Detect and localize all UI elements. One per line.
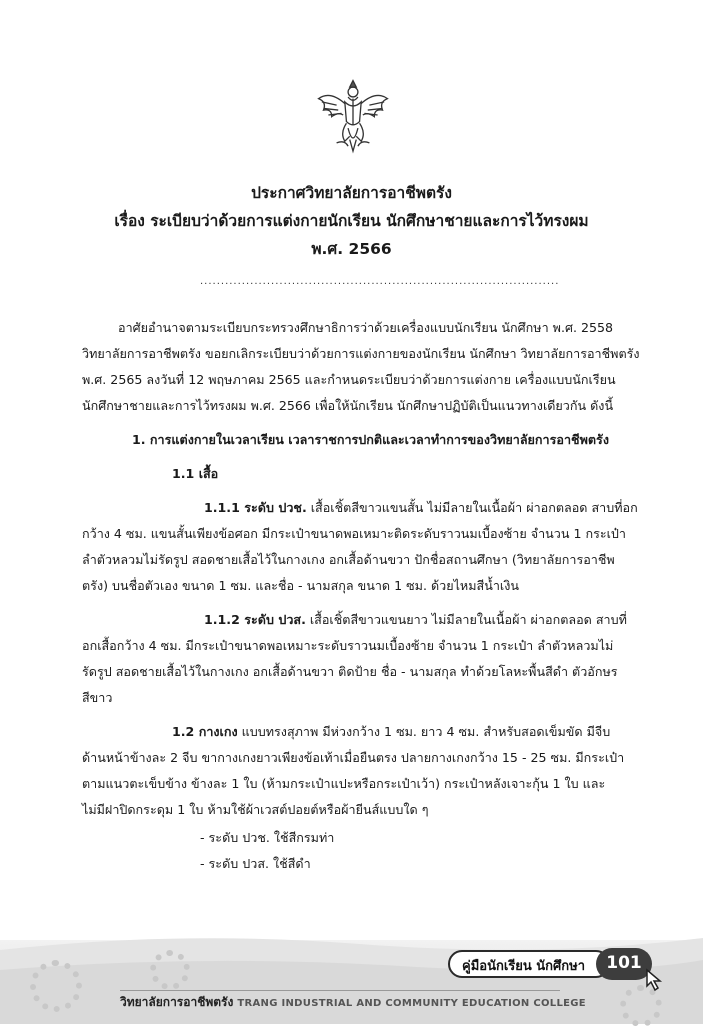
item-1-2-text: แบบทรงสุภาพ มีห่วงกว้าง 1 ซม. ยาว 4 ซม. สำหรับสอดเข็มขัด มีจีบ	[237, 724, 611, 739]
gear-icon	[150, 950, 190, 990]
intro-line: พ.ศ. 2565 ลงวันที่ 12 พฤษภาคม 2565 และกำหนดระเบียบว่าด้วยการแต่งกาย เครื่องแบบนักเรียน	[82, 372, 616, 387]
item-1-1-1-text: เสื้อเชิ้ตสีขาวแขนสั้น ไม่มีลายในเนื้อผ้า ผ่าอกตลอด สาบที่อก	[306, 500, 638, 515]
item-1-1-1-line: ลำตัวหลวมไม่รัดรูป สอดชายเสื้อไว้ในกางเกง อกเสื้อด้านขวา ปักชื่อสถานศึกษา (วิทยาลัยการอาชีพ	[82, 552, 615, 567]
section-1-heading: 1. การแต่งกายในเวลาเรียน เวลาราชการปกติและเวลาทำการของวิทยาลัยการอาชีพตรัง	[132, 432, 609, 447]
item-1-1-2-line: รัดรูป สอดชายเสื้อไว้ในกางเกง อกเสื้อด้านขวา ติดป้าย ชื่อ - นามสกุล ทำด้วยโลหะพื้นสีดำ ตัวอักษร	[82, 664, 618, 679]
announcement-year: พ.ศ. 2566	[311, 240, 392, 258]
item-1-1-1-line: กว้าง 4 ซม. แขนสั้นเพียงข้อศอก มีกระเป๋าขนาดพอเหมาะติดระดับราวนมเบื้องซ้าย จำนวน 1 กระเป๋า	[82, 526, 626, 541]
announcement-subject: เรื่อง ระเบียบว่าด้วยการแต่งกายนักเรียน นักศึกษาชายและการไว้ทรงผม	[114, 212, 589, 230]
item-1-1-2-line	[204, 612, 627, 628]
gear-icon	[30, 960, 82, 1012]
page-number: 101	[606, 953, 642, 973]
garuda-emblem-icon	[312, 74, 394, 156]
item-1-2-line: ตามแนวตะเข็บข้าง ข้างละ 1 ใบ (ห้ามกระเป๋าแปะหรือกระเป๋าเว้า) กระเป๋าหลังเจาะกุ้น 1 ใบ และ	[82, 776, 606, 791]
dotted-divider: ......................................................................................	[200, 276, 560, 287]
item-1-1-2-line: สีขาว	[82, 690, 113, 705]
college-name	[120, 993, 586, 1012]
cursor-arrow-icon	[645, 968, 665, 992]
item-1-1-1-line: ตรัง) บนชื่อตัวเอง ขนาด 1 ซม. และชื่อ - นามสกุล ขนาด 1 ซม. ด้วยไหมสีน้ำเงิน	[82, 578, 519, 593]
item-1-1-2-line: อกเสื้อกว้าง 4 ซม. มีกระเป๋าขนาดพอเหมาะระดับราวนมเบื้องซ้าย จำนวน 1 กระเป๋า ลำตัวหลวมไม่	[82, 638, 614, 653]
item-1-1-1-line	[204, 500, 638, 516]
item-1-2-line	[172, 724, 610, 740]
item-1-2-line: ไม่มีฝาปิดกระดุม 1 ใบ ห้ามใช้ผ้าเวสต์ปอยต์หรือผ้ายีนส์แบบใด ๆ	[82, 802, 429, 817]
intro-line: นักศึกษาชายและการไว้ทรงผม พ.ศ. 2566 เพื่อให้นักเรียน นักศึกษาปฏิบัติเป็นแนวทางเดียวกัน ดังนี้	[82, 398, 614, 413]
item-1-1-1-label: 1.1.1 ระดับ ปวช.	[204, 500, 307, 515]
college-name-english: TRANG INDUSTRIAL AND COMMUNITY EDUCATION COLLEGE	[237, 998, 586, 1009]
handbook-label: คู่มือนักเรียน นักศึกษา	[462, 959, 586, 974]
section-1-1-heading: 1.1 เสื้อ	[172, 466, 219, 481]
item-1-1-2-text: เสื้อเชิ้ตสีขาวแขนยาว ไม่มีลายในเนื้อผ้า ผ่าอกตลอด สาบที่	[305, 612, 627, 627]
item-1-1-2-label: 1.1.2 ระดับ ปวส.	[204, 612, 306, 627]
announcement-title: ประกาศวิทยาลัยการอาชีพตรัง	[251, 184, 452, 202]
item-1-2-label: 1.2 กางเกง	[172, 724, 238, 739]
college-name-thai: วิทยาลัยการอาชีพตรัง	[120, 995, 234, 1009]
intro-line: วิทยาลัยการอาชีพตรัง ขอยกเลิกระเบียบว่าด้วยการแต่งกายของนักเรียน นักศึกษา วิทยาลัยการอาชีพตรัง	[82, 346, 640, 361]
bullet-item: - ระดับ ปวส. ใช้สีดำ	[200, 856, 311, 871]
footer-rule	[120, 990, 560, 991]
bullet-item: - ระดับ ปวช. ใช้สีกรมท่า	[200, 830, 335, 845]
intro-line: อาศัยอำนาจตามระเบียบกระทรวงศึกษาธิการว่าด้วยเครื่องแบบนักเรียน นักศึกษา พ.ศ. 2558	[118, 320, 613, 335]
item-1-2-line: ด้านหน้าข้างละ 2 จีบ ขากางเกงยาวเพียงข้อเท้าเมื่อยืนตรง ปลายกางเกงกว้าง 15 - 25 ซม. มีกระเป๋า	[82, 750, 625, 765]
